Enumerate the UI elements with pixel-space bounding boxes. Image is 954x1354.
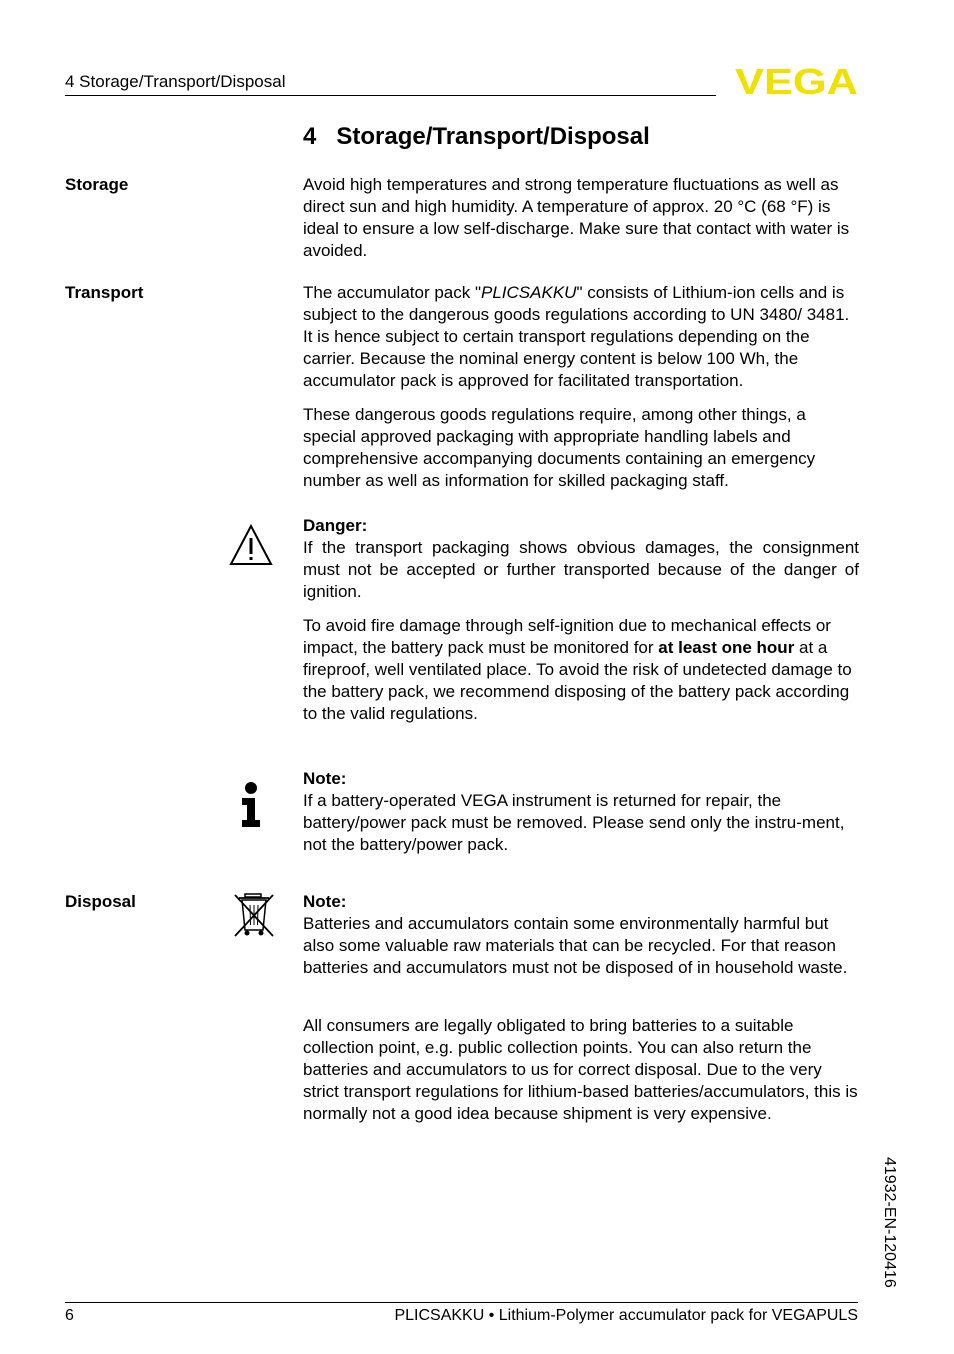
note-paragraph-1: If a battery-operated VEGA instrument is returned for repair, the battery/power pack must be removed. Please send only the instru-ment, not the battery/power pack. (303, 791, 845, 854)
storage-paragraph: Avoid high temperatures and strong temperature fluctuations as well as direct sun and high humidity. A temperature of approx. 20 °C (68 °F) is ideal to ensure a low self-discharge. Make sure that contact with water is avoided. (303, 175, 850, 260)
info-icon (240, 782, 262, 833)
danger-heading: Danger: (303, 516, 368, 535)
header-rule (65, 95, 716, 96)
vega-logo (735, 65, 859, 102)
svg-text:VEGA: VEGA (735, 65, 858, 97)
danger-p2-after: at a fireproof, well ventilated place. To avoid the risk of undetected damage to the battery pack, we recommend disposing of the battery pack according to the valid regulations. (303, 638, 852, 723)
running-header: 4 Storage/Transport/Disposal (65, 72, 286, 91)
danger-block-2 (303, 615, 859, 725)
disposal-note-block (303, 891, 859, 979)
storage-text (303, 174, 859, 262)
danger-p2-before: To avoid fire damage through self-ignition due to mechanical effects or impact, the battery pack must be monitored for (303, 616, 831, 657)
transport-label: Transport (65, 283, 144, 302)
transport-paragraph-1 (303, 282, 859, 392)
storage-label: Storage (65, 175, 129, 194)
transport-p1-after: " consists of Lithium-ion cells and is subject to the dangerous goods regulations according to UN 3480/ 3481. It is hence subject to certain transport regulations depending on the carrier. Because the nominal energy content is below 100 Wh, the accumulator pack is approved for facilitated transportation. (303, 283, 850, 390)
document-number: 41932-EN-120416 (881, 1157, 898, 1288)
danger-paragraph-2 (303, 615, 859, 725)
transport-text-1 (303, 282, 859, 392)
transport-p1-before: The accumulator pack " (303, 283, 482, 302)
footer-product: PLICSAKKU • Lithium-Polymer accumulator pack for VEGAPULS (394, 1307, 858, 1324)
note-block-1 (303, 768, 859, 856)
page-title: 4 Storage/Transport/Disposal (303, 123, 650, 150)
note-heading-1: Note: (303, 769, 347, 788)
warning-triangle-icon (229, 524, 273, 571)
transport-paragraph-2: These dangerous goods regulations require, among other things, a special approved packaging with appropriate handling labels and comprehensive accompanying documents containing an emergency number as well as information for skilled packaging staff. (303, 405, 816, 490)
danger-paragraph-1: If the transport packaging shows obvious damages, the consignment must not be accepted or further transported because of the danger of ignition. (303, 538, 859, 601)
transport-text-2 (303, 404, 859, 492)
disposal-paragraph-2: All consumers are legally obligated to bring batteries to a suitable collection point, e.g. public collection points. You can also return the batteries and accumulators to us for correct disposal. Due to the very strict transport regulations for lithium-based batteries/accumulators, this is normally not a good idea because shipment is very expensive. (303, 1016, 858, 1123)
disposal-note-heading: Note: (303, 892, 347, 911)
product-name-italic: PLICSAKKU (481, 283, 577, 302)
disposal-block-2 (303, 1015, 859, 1125)
disposal-paragraph-1: Batteries and accumulators contain some environmentally harmful but also some valuable raw materials that can be recycled. For that reason batteries and accumulators must not be disposed of in household waste. (303, 914, 848, 977)
danger-p2-bold: at least one hour (658, 638, 795, 657)
danger-block (303, 515, 859, 603)
crossed-out-bin-icon (232, 892, 276, 943)
page-number: 6 (65, 1307, 74, 1324)
vega-logo-icon (735, 65, 859, 97)
disposal-label: Disposal (65, 892, 136, 911)
footer-rule (65, 1302, 858, 1303)
